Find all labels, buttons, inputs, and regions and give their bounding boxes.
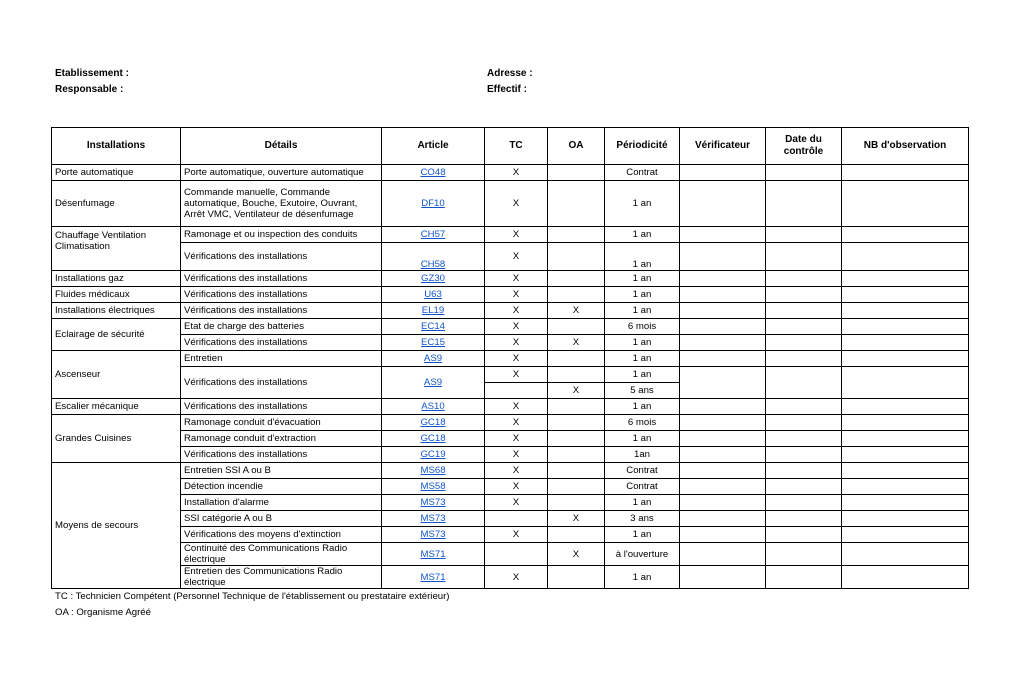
date-controle-cell[interactable] [766,463,842,479]
table-row [52,527,969,543]
table-row [52,415,969,431]
tc-cell: X [485,271,548,287]
verificateur-cell[interactable] [680,431,766,447]
tc-cell: X [485,243,548,271]
article-cell [382,566,485,589]
article-link[interactable]: MS73 [420,497,446,508]
installation-group-cell: Moyens de secours [52,463,181,589]
table-row [52,303,969,319]
verificateur-cell[interactable] [680,165,766,181]
tc-cell [485,543,548,566]
oa-cell [548,181,605,227]
nb-observation-cell[interactable] [842,543,969,566]
verificateur-cell[interactable] [680,351,766,367]
periodicite-cell: Contrat [605,165,680,181]
detail-cell: Vérifications des installations [181,271,382,287]
date-controle-cell[interactable] [766,543,842,566]
table-row [52,447,969,463]
nb-observation-cell[interactable] [842,271,969,287]
col-nb-observation: NB d'observation [842,128,969,165]
oa-cell: X [548,303,605,319]
detail-cell: Entretien SSI A ou B [181,463,382,479]
periodicite-cell: 1 an [605,527,680,543]
installation-cell: Escalier mécanique [52,399,181,415]
oa-cell [548,243,605,271]
nb-observation-cell[interactable] [842,511,969,527]
detail-cell: Ramonage conduit d'évacuation [181,415,382,431]
col-installations: Installations [52,128,181,165]
article-cell [382,181,485,227]
verificateur-cell[interactable] [680,463,766,479]
adresse-label: Adresse : [487,68,533,79]
date-controle-cell[interactable] [766,165,842,181]
article-cell [382,527,485,543]
oa-cell [548,431,605,447]
verificateur-cell[interactable] [680,243,766,271]
table-row [52,495,969,511]
article-link[interactable]: EC14 [421,321,445,332]
periodicite-cell: 1 an [605,335,680,351]
installation-group-cell: Chauffage Ventilation Climatisation [52,227,181,271]
periodicite-cell: 1 an [605,495,680,511]
article-cell [382,431,485,447]
periodicite-cell: 1 an [605,367,680,383]
tc-cell: X [485,447,548,463]
nb-observation-cell[interactable] [842,335,969,351]
detail-cell: Vérifications des installations [181,287,382,303]
date-controle-cell[interactable] [766,511,842,527]
verificateur-cell[interactable] [680,447,766,463]
tc-cell: X [485,566,548,589]
tc-cell: X [485,227,548,243]
article-link[interactable]: MS71 [420,571,446,583]
article-link[interactable]: GC19 [420,449,446,460]
article-link[interactable]: MS73 [420,513,446,524]
article-link[interactable]: GZ30 [421,273,445,284]
date-controle-cell[interactable] [766,271,842,287]
periodicite-cell: 6 mois [605,415,680,431]
table-row [52,271,969,287]
nb-observation-cell[interactable] [842,431,969,447]
detail-cell: Vérifications des installations [181,367,382,399]
article-link[interactable]: AS9 [423,377,443,388]
verificateur-cell[interactable] [680,495,766,511]
col-periodicite: Périodicité [605,128,680,165]
tc-cell: X [485,335,548,351]
note-tc: TC : Technicien Compétent (Personnel Technique de l'établissement ou prestataire extérieur) [55,591,450,602]
periodicite-cell: 1 an [605,303,680,319]
tc-cell: X [485,479,548,495]
nb-observation-cell[interactable] [842,165,969,181]
article-link[interactable]: DF10 [421,198,445,209]
table-row [52,335,969,351]
verificateur-cell[interactable] [680,367,766,399]
date-controle-cell[interactable] [766,335,842,351]
nb-observation-cell[interactable] [842,566,969,589]
date-controle-cell[interactable] [766,227,842,243]
installation-group-cell: Grandes Cuisines [52,415,181,463]
article-link[interactable]: U63 [424,289,442,300]
table-row [52,351,969,367]
table-row [52,479,969,495]
table-row [52,543,969,566]
detail-cell: Installation d'alarme [181,495,382,511]
tc-cell: X [485,431,548,447]
tc-cell: X [485,415,548,431]
article-cell [382,271,485,287]
installation-group-cell: Eclairage de sécurité [52,319,181,351]
verificateur-cell[interactable] [680,566,766,589]
detail-cell: Continuité des Communications Radio électrique [181,543,382,566]
col-details: Détails [181,128,382,165]
col-article: Article [382,128,485,165]
article-cell [382,319,485,335]
article-cell [382,165,485,181]
article-link[interactable]: EL19 [421,305,445,316]
installation-cell: Installations électriques [52,303,181,319]
periodicite-cell: 1 an [605,271,680,287]
table-row [52,165,969,181]
verificateur-cell[interactable] [680,399,766,415]
article-cell [382,335,485,351]
detail-cell: Commande manuelle, Commande automatique, Bouche, Exutoire, Ouvrant, Arrêt VMC, Ventilateur de désenfumage [181,181,382,227]
periodicite-cell: à l'ouverture [605,543,680,566]
date-controle-cell[interactable] [766,479,842,495]
date-controle-cell[interactable] [766,319,842,335]
verificateur-cell[interactable] [680,527,766,543]
oa-cell: X [548,383,605,399]
table-row [52,463,969,479]
oa-cell [548,463,605,479]
date-controle-cell[interactable] [766,431,842,447]
periodicite-cell: 1 an [605,431,680,447]
oa-cell [548,319,605,335]
tc-cell: X [485,527,548,543]
article-cell [382,399,485,415]
periodicite-cell: 3 ans [605,511,680,527]
article-link[interactable]: AS10 [421,401,445,412]
table-row [52,566,969,589]
date-controle-cell[interactable] [766,415,842,431]
nb-observation-cell[interactable] [842,227,969,243]
article-cell [382,511,485,527]
detail-cell: Porte automatique, ouverture automatique [181,165,382,181]
verificateur-cell[interactable] [680,303,766,319]
periodicite-cell: 5 ans [605,383,680,399]
date-controle-cell[interactable] [766,303,842,319]
periodicite-cell: 1 an [605,566,680,589]
article-cell [382,415,485,431]
tc-cell: X [485,165,548,181]
nb-observation-cell[interactable] [842,287,969,303]
oa-cell [548,271,605,287]
article-link[interactable]: EC15 [421,337,445,348]
article-cell [382,351,485,367]
verificateur-cell[interactable] [680,511,766,527]
oa-cell [548,351,605,367]
oa-cell: X [548,543,605,566]
verificateur-cell[interactable] [680,415,766,431]
nb-observation-cell[interactable] [842,447,969,463]
nb-observation-cell[interactable] [842,415,969,431]
table-row [52,227,969,243]
date-controle-cell[interactable] [766,351,842,367]
table-row [52,243,969,271]
article-link[interactable]: CH58 [420,259,446,270]
tc-cell: X [485,399,548,415]
oa-cell [548,165,605,181]
installation-cell: Installations gaz [52,271,181,287]
article-cell [382,495,485,511]
verificateur-cell[interactable] [680,479,766,495]
tc-cell: X [485,303,548,319]
article-cell [382,243,485,271]
article-cell [382,479,485,495]
tc-cell: X [485,287,548,303]
detail-cell: Vérifications des installations [181,303,382,319]
article-link[interactable]: MS71 [420,548,446,560]
table-row [52,511,969,527]
oa-cell [548,367,605,383]
oa-cell [548,495,605,511]
article-link[interactable]: GC18 [420,433,446,444]
oa-cell: X [548,511,605,527]
oa-cell [548,415,605,431]
oa-cell [548,479,605,495]
detail-cell: Entretien des Communications Radio électrique [181,566,382,589]
verificateur-cell[interactable] [680,319,766,335]
oa-cell [548,287,605,303]
verificateur-cell[interactable] [680,335,766,351]
periodicite-cell: 1 an [605,243,680,271]
periodicite-cell: 1 an [605,351,680,367]
etablissement-label: Etablissement : [55,68,129,79]
nb-observation-cell[interactable] [842,367,969,399]
table-row [52,319,969,335]
article-cell [382,303,485,319]
detail-cell: SSI catégorie A ou B [181,511,382,527]
date-controle-cell[interactable] [766,243,842,271]
verificateur-cell[interactable] [680,227,766,243]
nb-observation-cell[interactable] [842,181,969,227]
nb-observation-cell[interactable] [842,495,969,511]
detail-cell: Vérifications des installations [181,399,382,415]
periodicite-cell: 1 an [605,399,680,415]
tc-cell: X [485,463,548,479]
article-cell [382,367,485,399]
detail-cell: Vérifications des installations [181,335,382,351]
col-date-controle: Date du contrôle [766,128,842,165]
periodicite-cell: 1 an [605,227,680,243]
verificateur-cell[interactable] [680,271,766,287]
verificateur-cell[interactable] [680,287,766,303]
col-tc: TC [485,128,548,165]
date-controle-cell[interactable] [766,447,842,463]
tc-cell [485,511,548,527]
col-verificateur: Vérificateur [680,128,766,165]
article-cell [382,463,485,479]
note-oa: OA : Organisme Agréé [55,607,151,618]
table-header-row [52,128,969,165]
oa-cell [548,227,605,243]
tc-cell: X [485,181,548,227]
nb-observation-cell[interactable] [842,479,969,495]
tc-cell: X [485,495,548,511]
tc-cell: X [485,319,548,335]
installation-group-cell: Ascenseur [52,351,181,399]
responsable-label: Responsable : [55,84,124,95]
periodicite-cell: 6 mois [605,319,680,335]
detail-cell: Ramonage et ou inspection des conduits [181,227,382,243]
table-row [52,367,969,383]
article-link[interactable]: GC18 [420,417,446,428]
oa-cell [548,566,605,589]
installation-cell: Fluides médicaux [52,287,181,303]
effectif-label: Effectif : [487,84,527,95]
nb-observation-cell[interactable] [842,351,969,367]
periodicite-cell: 1 an [605,287,680,303]
date-controle-cell[interactable] [766,527,842,543]
verificateur-cell[interactable] [680,181,766,227]
table-row [52,287,969,303]
nb-observation-cell[interactable] [842,463,969,479]
date-controle-cell[interactable] [766,566,842,589]
detail-cell: Détection incendie [181,479,382,495]
detail-cell: Ramonage conduit d'extraction [181,431,382,447]
date-controle-cell[interactable] [766,181,842,227]
oa-cell: X [548,335,605,351]
nb-observation-cell[interactable] [842,527,969,543]
periodicite-cell: Contrat [605,463,680,479]
oa-cell [548,527,605,543]
nb-observation-cell[interactable] [842,319,969,335]
col-oa: OA [548,128,605,165]
nb-observation-cell[interactable] [842,303,969,319]
nb-observation-cell[interactable] [842,243,969,271]
table-row [52,181,969,227]
article-cell [382,447,485,463]
periodicite-cell: Contrat [605,479,680,495]
table-row [52,399,969,415]
tc-cell: X [485,351,548,367]
detail-cell: Vérifications des installations [181,447,382,463]
article-link[interactable]: MS68 [420,465,446,476]
tc-cell: X [485,367,548,383]
date-controle-cell[interactable] [766,399,842,415]
article-link[interactable]: AS9 [423,353,443,364]
article-cell [382,287,485,303]
detail-cell: Vérifications des moyens d'extinction [181,527,382,543]
periodicite-cell: 1 an [605,181,680,227]
article-link[interactable]: MS58 [420,481,446,492]
installation-cell: Désenfumage [52,181,181,227]
article-cell [382,543,485,566]
periodicite-cell: 1an [605,447,680,463]
date-controle-cell[interactable] [766,367,842,399]
article-link[interactable]: CO48 [420,167,446,178]
detail-cell: Etat de charge des batteries [181,319,382,335]
oa-cell [548,447,605,463]
nb-observation-cell[interactable] [842,399,969,415]
table-row [52,431,969,447]
tc-cell [485,383,548,399]
detail-cell: Entretien [181,351,382,367]
verification-table [51,127,969,589]
article-cell [382,227,485,243]
article-link[interactable]: CH57 [420,229,446,240]
date-controle-cell[interactable] [766,287,842,303]
oa-cell [548,399,605,415]
date-controle-cell[interactable] [766,495,842,511]
detail-cell: Vérifications des installations [181,243,382,271]
installation-cell: Porte automatique [52,165,181,181]
article-link[interactable]: MS73 [420,529,446,540]
verificateur-cell[interactable] [680,543,766,566]
